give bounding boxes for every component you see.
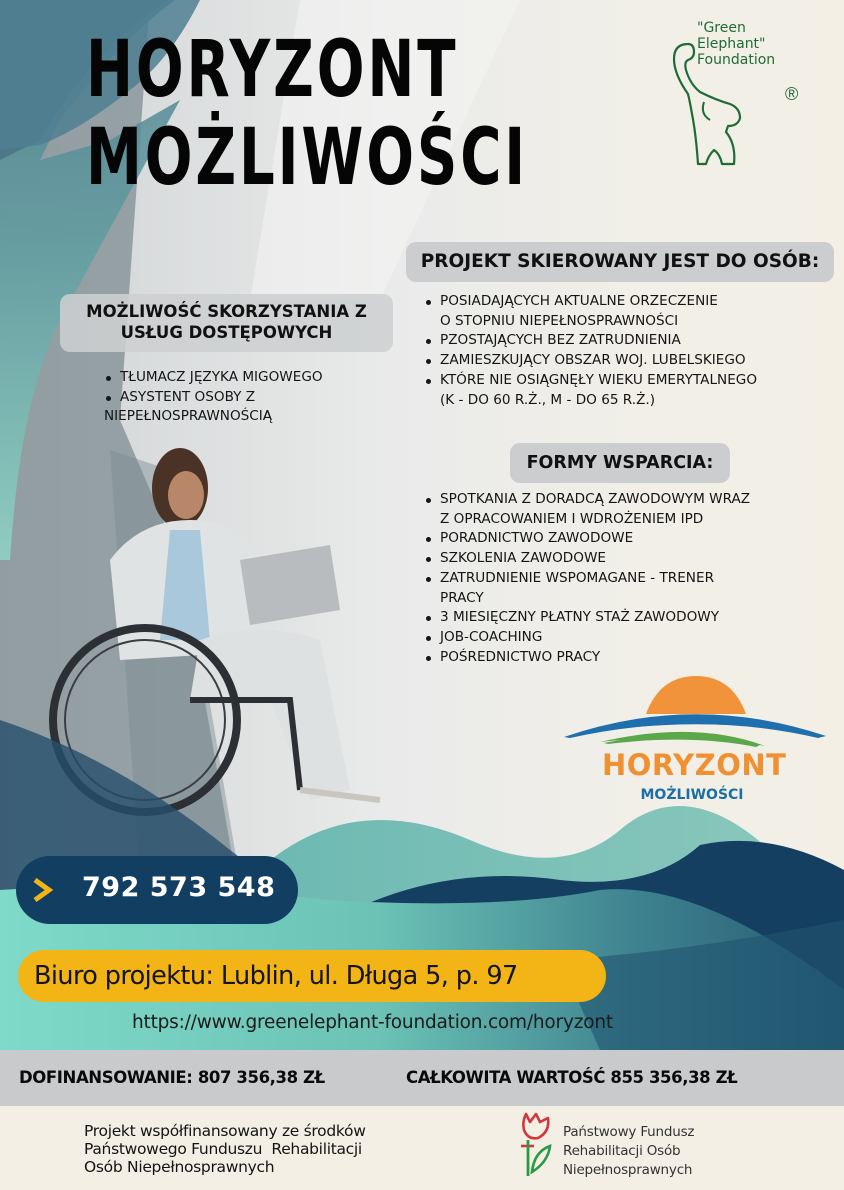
office-address: Biuro projektu: Lublin, ul. Długa 5, p. 97 [18, 950, 606, 1002]
list-item: ASYSTENT OSOBY Z [104, 388, 323, 408]
target-group-list [424, 292, 757, 410]
support-forms-list [424, 490, 750, 667]
footer [0, 1106, 844, 1190]
pfron-line-3: Niepełnosprawnych [563, 1162, 693, 1178]
cofinancing-amount: DOFINANSOWANIE: 807 356,38 ZŁ [19, 1068, 325, 1087]
list-item: SPOTKANIA Z DORADCĄ ZAWODOWYM WRAZ [424, 490, 750, 510]
list-item-continued: O STOPNIU NIEPEŁNOSPRAWNOŚCI [440, 312, 679, 329]
green-elephant-name [697, 20, 775, 68]
chevron-right-icon [32, 878, 54, 902]
total-value-amount: CAŁKOWITA WARTOŚĆ 855 356,38 ZŁ [406, 1068, 738, 1087]
target-group-heading: PROJEKT SKIEROWANY JEST DO OSÓB: [406, 242, 834, 282]
registered-mark: ® [785, 84, 799, 104]
list-item: JOB-COACHING [424, 628, 750, 648]
ge-line-3: Foundation [697, 52, 776, 68]
funding-bar [0, 1050, 844, 1106]
list-item-continued: NIEPEŁNOSPRAWNOŚCIĄ [104, 408, 273, 425]
horyzont-logo-word: HORYZONT [602, 748, 787, 782]
list-item-continued: (K - DO 60 R.Ż., M - DO 65 R.Ż.) [440, 391, 656, 408]
list-item: SZKOLENIA ZAWODOWE [424, 549, 750, 569]
pfron-line-1: Państwowy Fundusz [563, 1124, 695, 1140]
list-item: PZOSTAJĄCYCH BEZ ZATRUDNIENIA [424, 331, 757, 351]
pfron-name [563, 1123, 694, 1180]
list-item: 3 MIESIĘCZNY PŁATNY STAŻ ZAWODOWY [424, 608, 750, 628]
cofin-line-3: Osób Niepełnosprawnych [84, 1158, 275, 1176]
title-line-2: MOŻLIWOŚCI [86, 113, 529, 203]
horyzont-logo-sub: MOŻLIWOŚCI [640, 787, 744, 803]
list-item: PORADNICTWO ZAWODOWE [424, 529, 750, 549]
access-heading-line-2: USŁUG DOSTĘPOWYCH [120, 323, 333, 342]
project-url-link[interactable]: https://www.greenelephant-foundation.com/horyzont [132, 1012, 613, 1033]
list-item-continued: Z OPRACOWANIEM I WDROŻENIEM IPD [440, 510, 704, 527]
pfron-line-2: Rehabilitacji Osób [563, 1143, 681, 1159]
green-elephant-logo [660, 14, 820, 174]
title-line-1: HORYZONT [86, 25, 459, 115]
list-item: POSIADAJĄCYCH AKTUALNE ORZECZENIE [424, 292, 757, 312]
list-item: ZAMIESZKUJĄCY OBSZAR WOJ. LUBELSKIEGO [424, 351, 757, 371]
support-forms-heading: FORMY WSPARCIA: [510, 443, 730, 483]
list-item: POŚREDNICTWO PRACY [424, 648, 750, 668]
list-item: TŁUMACZ JĘZYKA MIGOWEGO [104, 368, 323, 388]
list-item: ZATRUDNIENIE WSPOMAGANE - TRENER [424, 569, 750, 589]
list-item-continued: PRACY [440, 589, 484, 606]
phone-contact[interactable] [16, 856, 298, 924]
list-item: KTÓRE NIE OSIĄGNĘŁY WIEKU EMERYTALNEGO [424, 371, 757, 391]
access-services-list [104, 368, 323, 427]
page-title [86, 26, 528, 202]
phone-number[interactable]: 792 573 548 [82, 872, 276, 903]
cofinancing-note [84, 1122, 366, 1176]
access-services-heading [60, 294, 393, 352]
cofin-line-2: Państwowego Funduszu Rehabilitacji [84, 1140, 362, 1158]
access-heading-line-1: MOŻLIWOŚĆ SKORZYSTANIA Z [86, 302, 367, 321]
ge-line-1: "Green [697, 20, 746, 36]
ge-line-2: Elephant" [697, 36, 766, 52]
cofin-line-1: Projekt współfinansowany ze środków [84, 1122, 366, 1140]
tulip-icon [518, 1110, 554, 1180]
